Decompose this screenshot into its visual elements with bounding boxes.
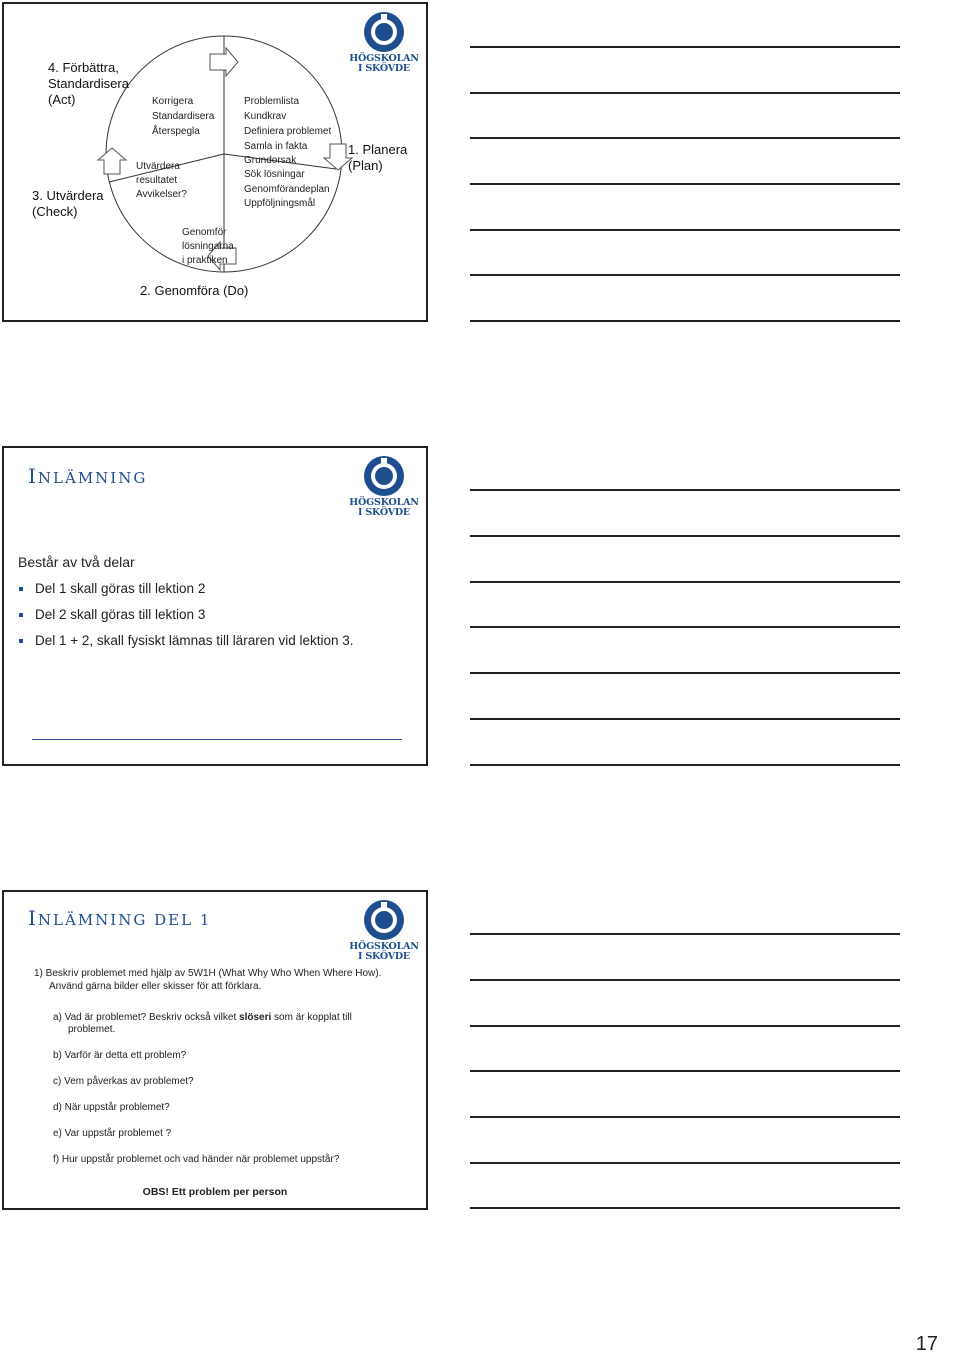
note-line [470,535,900,537]
logo-line-1: HÖGSKOLAN [349,941,419,952]
note-line [470,137,900,139]
note-line [470,92,900,94]
footer-rule [32,739,402,740]
note-line [470,274,900,276]
note-line [470,320,900,322]
check-label: 3. Utvärdera (Check) [32,188,104,219]
plan-item-7: Genomförandeplan [244,184,330,195]
note-line [470,933,900,935]
item-1: 1) Beskriv problemet med hjälp av 5W1H (What Why Who When Where How). [34,968,382,979]
slide2-title [28,464,147,488]
bullet-item: Del 1 + 2, skall fysiskt lämnas till läraren vid lektion 3. [18,628,418,654]
note-line [470,718,900,720]
plan-label: 1. Planera (Plan) [348,142,408,173]
check-item-2: Avvikelser? [136,189,187,200]
note-line [470,183,900,185]
university-logo [346,10,422,74]
note-line [470,1162,900,1164]
slide2-title-cap: I [28,464,38,488]
logo-line-1: HÖGSKOLAN [349,53,419,64]
question-a-cont: problemet. [68,1024,116,1035]
act-item-1: Korrigera [152,96,194,107]
question-a [53,1012,423,1024]
plan-item-3: Definiera problemet [244,126,332,137]
question-d: d) När uppstår problemet? [53,1102,170,1113]
slide-pdca [2,2,428,322]
note-line [470,46,900,48]
question-c: c) Vem påverkas av problemet? [53,1076,194,1087]
question-a-pre: a) Vad är problemet? Beskriv också vilket [53,1012,240,1023]
do-item: Genomför lösningarna i praktiken [182,227,234,266]
act-item-3: Återspegla [152,126,200,137]
logo-line-1: HÖGSKOLAN [349,497,419,508]
page-number: 17 [915,1333,938,1355]
plan-item-2: Kundkrav [244,111,287,122]
question-e: e) Var uppstår problemet ? [53,1128,172,1139]
note-line [470,581,900,583]
slide2-intro: Består av två delar [18,554,135,570]
arrow-left-icon [98,148,126,174]
logo-line-2: I SKÖVDE [358,951,410,962]
note-line [470,626,900,628]
act-label: 4. Förbättra, Standardisera (Act) [48,60,129,107]
note-line [470,672,900,674]
obs-note: OBS! Ett problem per person [142,1186,288,1198]
slide3-title-cap: I [28,906,38,930]
bullet-item: Del 2 skall göras till lektion 3 [18,602,418,628]
note-line [470,489,900,491]
note-line [470,1025,900,1027]
slide-inlamning-del1 [2,890,428,1210]
slide3-title-rest: NLÄMNING DEL 1 [37,911,212,929]
note-line [470,229,900,231]
logo-line-2: I SKÖVDE [358,63,410,74]
slide2-bullets [18,576,418,654]
note-line [470,1116,900,1118]
question-f: f) Hur uppstår problemet och vad händer när problemet uppstår? [53,1154,340,1165]
bullet-item: Del 1 skall göras till lektion 2 [18,576,418,602]
note-line [470,979,900,981]
check-item-1: Utvärdera resultatet [136,161,180,186]
crest-icon [360,454,408,498]
do-label: 2. Genomföra (Do) [140,283,249,298]
crest-icon [360,898,408,942]
question-b: b) Varför är detta ett problem? [53,1050,187,1061]
plan-item-5: Grundorsak [244,155,297,166]
act-item-2: Standardisera [152,111,215,122]
plan-item-8: Uppföljningsmål [244,198,316,209]
university-logo [346,454,422,518]
slide-inlamning [2,446,428,766]
plan-item-4: Samla in fakta [244,141,308,152]
note-line [470,1070,900,1072]
question-a-bold: slöseri [239,1012,272,1023]
slide2-title-rest: NLÄMNING [37,469,148,487]
crest-icon [360,10,408,54]
plan-item-6: Sök lösningar [244,169,305,180]
university-logo [346,898,422,962]
question-a-post: som är kopplat till [271,1012,352,1023]
plan-item-1: Problemlista [244,96,300,107]
item-1-cont: Använd gärna bilder eller skisser för att förklara. [49,981,262,992]
slide3-title [28,906,211,930]
note-line [470,764,900,766]
note-line [470,1207,900,1209]
logo-line-2: I SKÖVDE [358,507,410,518]
